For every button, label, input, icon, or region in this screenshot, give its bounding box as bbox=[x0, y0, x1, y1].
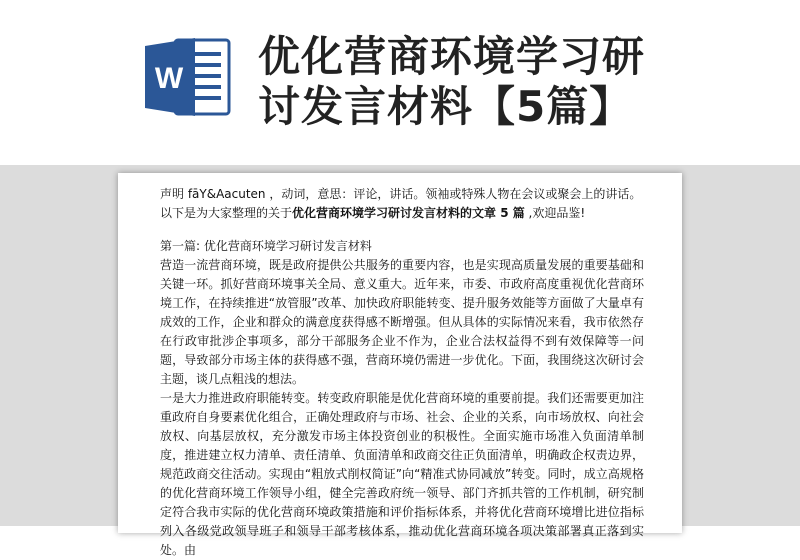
paragraph-1: 营造一流营商环境，既是政府提供公共服务的重要内容，也是实现高质量发展的重要基础和关键一环。抓好营商环境事关全局、意义重大。近年来，市委、市政府高度重视优化营商环境工作，在持续推进“放管服”改革、加快政府职能转变、提升服务效能等方面做了大量卓有成效的工作，企业和群众的满意度获得感不断增强。但从具体的实际情况来看，我市依然存在行政审批涉企事项多，部分干部服务企业不作为，企业合法权益得不到有效保障等一问题，导致部分市场主体的获得感不强，营商环境仍需进一步优化。下面，我围绕这次研讨会主题，谈几点粗浅的想法。 bbox=[160, 258, 644, 386]
intro-prefix: 以下是为大家整理的关于 bbox=[160, 206, 293, 220]
title-line-1: 优化营商环境学习研 bbox=[258, 32, 646, 81]
paragraph-gap bbox=[160, 223, 644, 237]
word-icon bbox=[145, 36, 231, 118]
section-title: 第一篇: 优化营商环境学习研讨发言材料 bbox=[160, 239, 372, 253]
intro-line-1: 声明 fāY&Aacuten ，动词，意思：评论，讲话。领袖或特殊人物在会议或聚会上的讲话。 bbox=[160, 187, 642, 201]
word-icon-letter: W bbox=[154, 62, 184, 95]
paragraph-2: 一是大力推进政府职能转变。转变政府职能是优化营商环境的重要前提。我们还需要更加注重政府自身要素优化组合，正确处理政府与市场、社会、企业的关系，向市场放权、向社会放权、向基层放权，充分激发市场主体投资创业的积极性。全面实施市场准入负面清单制度，推进建立权力清单、责任清单、负面清单和政商交往正负面清单，明确政企权责边界，规范政商交往活动。实现由“粗放式削权简证”向“精准式协同减放”转变。同时，成立高规格的优化营商环境工作领导小组，健全完善政府统一领导、部门齐抓共管的工作机制，研究制定符合我市实际的优化营商环境政策措施和评价指标体系，并将优化营商环境增比进位指标列入各级党政领导班子和领导干部考核体系，推动优化营商环境各项决策部署真正落到实处。由 bbox=[160, 391, 644, 557]
intro-suffix: ,欢迎品鉴! bbox=[524, 206, 586, 220]
title-line-2: 讨发言材料【5篇】 bbox=[258, 82, 633, 131]
intro-line-2 bbox=[160, 204, 644, 223]
page-title bbox=[258, 32, 778, 132]
document-page bbox=[118, 173, 682, 557]
document-body bbox=[160, 185, 644, 560]
intro-article-title: 优化营商环境学习研讨发言材料的文章 5 篇 bbox=[292, 206, 525, 220]
document-viewer[interactable] bbox=[0, 165, 800, 557]
header bbox=[0, 0, 800, 165]
